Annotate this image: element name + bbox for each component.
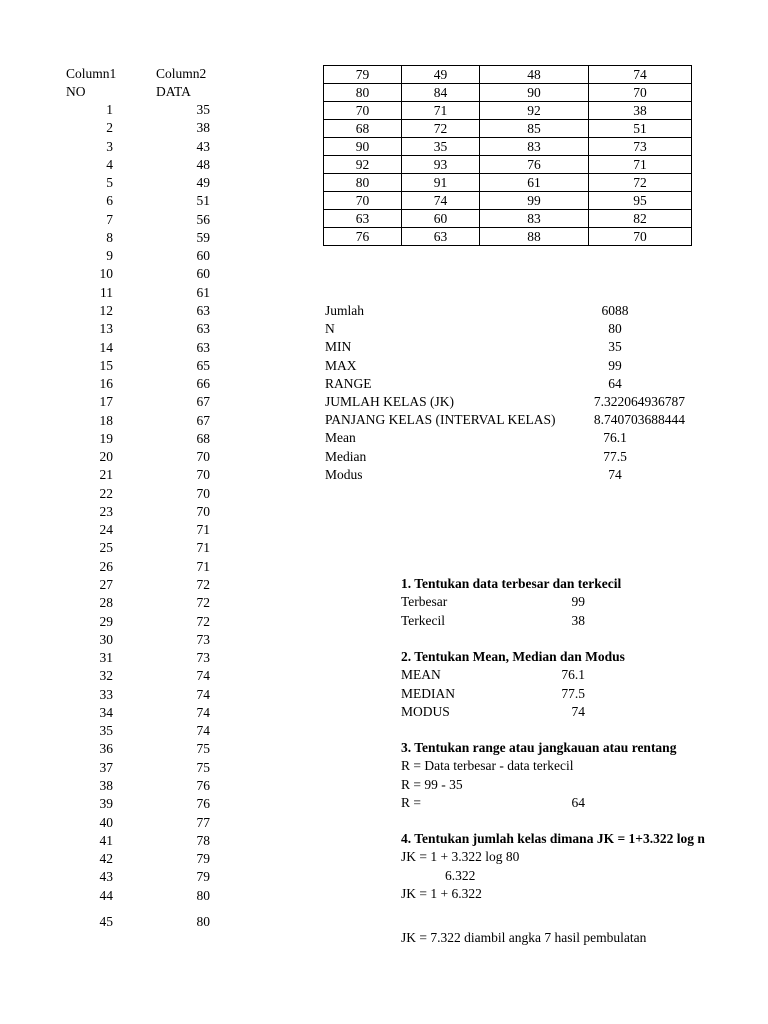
row-number: 35 bbox=[99, 723, 113, 739]
row-number: 43 bbox=[99, 869, 113, 885]
stat-row bbox=[325, 303, 685, 321]
row-value: 73 bbox=[196, 631, 210, 647]
modus-value: 74 bbox=[571, 703, 585, 719]
row-value: 79 bbox=[196, 869, 210, 885]
table-row bbox=[324, 192, 692, 210]
stat-row bbox=[325, 376, 685, 394]
question-2-title: 2. Tentukan Mean, Median dan Modus bbox=[401, 649, 625, 664]
row-value: 70 bbox=[196, 485, 210, 501]
row-number: 7 bbox=[106, 211, 113, 227]
stat-row bbox=[325, 412, 685, 430]
stat-value: 74 bbox=[608, 466, 622, 482]
list-item bbox=[0, 687, 240, 705]
row-value: 74 bbox=[196, 686, 210, 702]
stat-label: PANJANG KELAS (INTERVAL KELAS) bbox=[325, 412, 556, 428]
row-number: 33 bbox=[99, 686, 113, 702]
row-number: 12 bbox=[99, 302, 113, 318]
row-number: 6 bbox=[106, 193, 113, 209]
row-number: 45 bbox=[99, 913, 113, 929]
data-header: DATA bbox=[156, 84, 191, 99]
list-item bbox=[0, 888, 240, 906]
row-value: 70 bbox=[196, 503, 210, 519]
stat-row bbox=[325, 358, 685, 376]
row-value: 72 bbox=[196, 613, 210, 629]
row-value: 74 bbox=[196, 668, 210, 684]
list-item bbox=[0, 632, 240, 650]
row-number: 15 bbox=[99, 357, 113, 373]
question-1 bbox=[401, 576, 768, 631]
table-cell: 70 bbox=[324, 102, 402, 120]
row-value: 71 bbox=[196, 558, 210, 574]
range-substitution: R = 99 - 35 bbox=[401, 776, 463, 792]
list-item bbox=[0, 741, 240, 759]
row-number: 1 bbox=[106, 102, 113, 117]
list-item bbox=[0, 723, 240, 741]
stat-label: N bbox=[325, 321, 335, 337]
row-value: 75 bbox=[196, 741, 210, 757]
table-cell: 91 bbox=[402, 174, 480, 192]
list-item bbox=[0, 614, 240, 632]
stat-row bbox=[325, 339, 685, 357]
table-cell: 83 bbox=[480, 138, 589, 156]
table-cell: 80 bbox=[324, 174, 402, 192]
list-item bbox=[0, 193, 240, 211]
table-cell: 70 bbox=[324, 192, 402, 210]
table-cell: 72 bbox=[589, 174, 692, 192]
list-item bbox=[0, 358, 240, 376]
list-item bbox=[0, 376, 240, 394]
jk-sum: JK = 1 + 6.322 bbox=[401, 885, 482, 901]
table-cell: 99 bbox=[480, 192, 589, 210]
question-4-title: 4. Tentukan jumlah kelas dimana JK = 1+3.322 log n bbox=[401, 831, 705, 846]
row-value: 48 bbox=[196, 156, 210, 172]
list-item bbox=[0, 796, 240, 814]
row-value: 76 bbox=[196, 796, 210, 812]
table-row bbox=[324, 174, 692, 192]
row-value: 71 bbox=[196, 540, 210, 556]
table-cell: 60 bbox=[402, 210, 480, 228]
list-item bbox=[0, 559, 240, 577]
table-cell: 92 bbox=[480, 102, 589, 120]
row-number: 11 bbox=[100, 284, 113, 300]
row-value: 65 bbox=[196, 357, 210, 373]
row-number: 30 bbox=[99, 631, 113, 647]
row-number: 8 bbox=[106, 229, 113, 245]
row-number: 32 bbox=[99, 668, 113, 684]
data-grid bbox=[323, 65, 692, 246]
table-row bbox=[324, 102, 692, 120]
list-item bbox=[0, 413, 240, 431]
row-value: 38 bbox=[196, 120, 210, 136]
row-value: 72 bbox=[196, 577, 210, 593]
question-4 bbox=[401, 831, 768, 946]
jk-formula: JK = 1 + 3.322 log 80 bbox=[401, 849, 520, 865]
list-item bbox=[0, 815, 240, 833]
stat-value: 6088 bbox=[601, 303, 629, 318]
list-item bbox=[0, 504, 240, 522]
row-value: 67 bbox=[196, 412, 210, 428]
row-number: 42 bbox=[99, 851, 113, 867]
stat-label: MAX bbox=[325, 357, 357, 373]
row-number: 22 bbox=[99, 485, 113, 501]
row-value: 78 bbox=[196, 832, 210, 848]
row-number: 2 bbox=[106, 120, 113, 136]
row-number: 39 bbox=[99, 796, 113, 812]
row-number: 10 bbox=[99, 266, 113, 282]
row-value: 76 bbox=[196, 777, 210, 793]
stat-row bbox=[325, 430, 685, 448]
table-cell: 74 bbox=[402, 192, 480, 210]
table-row bbox=[324, 66, 692, 84]
list-item bbox=[0, 248, 240, 266]
stat-value: 35 bbox=[608, 339, 622, 355]
row-value: 60 bbox=[196, 266, 210, 282]
list-item bbox=[0, 668, 240, 686]
row-number: 19 bbox=[99, 430, 113, 446]
row-value: 71 bbox=[196, 522, 210, 538]
terbesar-value: 99 bbox=[571, 594, 585, 610]
stat-label: Median bbox=[325, 448, 367, 464]
list-item bbox=[0, 175, 240, 193]
no-header: NO bbox=[66, 84, 86, 99]
question-1-title: 1. Tentukan data terbesar dan terkecil bbox=[401, 576, 622, 591]
column1-header: Column1 bbox=[66, 66, 117, 81]
list-item bbox=[0, 212, 240, 230]
median-label: MEDIAN bbox=[401, 685, 455, 701]
stat-value: 64 bbox=[608, 375, 622, 391]
row-value: 61 bbox=[196, 284, 210, 300]
list-item bbox=[0, 650, 240, 668]
range-label: R = bbox=[401, 794, 421, 810]
row-value: 49 bbox=[196, 175, 210, 191]
table-cell: 70 bbox=[589, 84, 692, 102]
row-number: 29 bbox=[99, 613, 113, 629]
table-row bbox=[324, 156, 692, 174]
row-number: 13 bbox=[99, 321, 113, 337]
table-cell: 76 bbox=[324, 228, 402, 246]
terkecil-value: 38 bbox=[571, 612, 585, 628]
row-number: 4 bbox=[106, 156, 113, 172]
row-number: 24 bbox=[99, 522, 113, 538]
modus-label: MODUS bbox=[401, 703, 450, 719]
question-3-title: 3. Tentukan range atau jangkauan atau rentang bbox=[401, 740, 677, 755]
table-row bbox=[324, 84, 692, 102]
row-number: 21 bbox=[99, 467, 113, 483]
list-item bbox=[0, 139, 240, 157]
table-cell: 90 bbox=[324, 138, 402, 156]
table-cell: 71 bbox=[402, 102, 480, 120]
row-number: 3 bbox=[106, 138, 113, 154]
row-value: 73 bbox=[196, 650, 210, 666]
stat-row bbox=[325, 394, 685, 412]
row-value: 60 bbox=[196, 248, 210, 264]
list-item bbox=[0, 540, 240, 558]
row-value: 43 bbox=[196, 138, 210, 154]
table-cell: 82 bbox=[589, 210, 692, 228]
stat-label: Jumlah bbox=[325, 303, 364, 318]
mean-label: MEAN bbox=[401, 667, 441, 683]
row-number: 28 bbox=[99, 595, 113, 611]
row-value: 67 bbox=[196, 394, 210, 410]
list-item bbox=[0, 321, 240, 339]
table-cell: 76 bbox=[480, 156, 589, 174]
stat-value: 76.1 bbox=[603, 430, 627, 446]
list-item bbox=[0, 577, 240, 595]
stat-value: 77.5 bbox=[603, 448, 627, 464]
list-item bbox=[0, 778, 240, 796]
range-value: 64 bbox=[571, 794, 585, 810]
stat-label: RANGE bbox=[325, 375, 372, 391]
median-value: 77.5 bbox=[561, 685, 585, 701]
stat-value: 99 bbox=[608, 357, 622, 373]
jk-log-result: 6.322 bbox=[445, 867, 476, 883]
table-cell: 63 bbox=[402, 228, 480, 246]
stat-label: Modus bbox=[325, 466, 363, 482]
row-number: 31 bbox=[99, 650, 113, 666]
row-number: 44 bbox=[99, 887, 113, 903]
mean-value: 76.1 bbox=[561, 667, 585, 683]
table-cell: 85 bbox=[480, 120, 589, 138]
table-cell: 83 bbox=[480, 210, 589, 228]
list-item bbox=[0, 303, 240, 321]
stat-value: 7.322064936787 bbox=[593, 394, 685, 409]
table-cell: 68 bbox=[324, 120, 402, 138]
row-number: 36 bbox=[99, 741, 113, 757]
question-3 bbox=[401, 740, 768, 813]
stat-label: MIN bbox=[325, 339, 352, 355]
table-cell: 73 bbox=[589, 138, 692, 156]
stat-row bbox=[325, 449, 685, 467]
row-number: 34 bbox=[99, 704, 113, 720]
row-value: 56 bbox=[196, 211, 210, 227]
table-cell: 49 bbox=[402, 66, 480, 84]
list-item bbox=[0, 431, 240, 449]
table-cell: 88 bbox=[480, 228, 589, 246]
row-value: 70 bbox=[196, 449, 210, 465]
list-item bbox=[0, 449, 240, 467]
column2-header: Column2 bbox=[156, 66, 207, 81]
table-cell: 79 bbox=[324, 66, 402, 84]
row-number: 16 bbox=[99, 376, 113, 392]
jk-conclusion: JK = 7.322 diambil angka 7 hasil pembulatan bbox=[401, 930, 647, 946]
table-cell: 84 bbox=[402, 84, 480, 102]
range-formula: R = Data terbesar - data terkecil bbox=[401, 758, 574, 774]
row-value: 74 bbox=[196, 704, 210, 720]
list-item bbox=[0, 467, 240, 485]
list-item bbox=[0, 705, 240, 723]
table-cell: 95 bbox=[589, 192, 692, 210]
list-item bbox=[0, 230, 240, 248]
row-number: 40 bbox=[99, 814, 113, 830]
terbesar-label: Terbesar bbox=[401, 594, 448, 610]
table-cell: 38 bbox=[589, 102, 692, 120]
list-item bbox=[0, 486, 240, 504]
list-item bbox=[0, 522, 240, 540]
stat-row bbox=[325, 321, 685, 339]
list-item bbox=[0, 760, 240, 778]
row-number: 23 bbox=[99, 503, 113, 519]
row-number: 27 bbox=[99, 577, 113, 593]
list-item bbox=[0, 157, 240, 175]
row-number: 37 bbox=[99, 759, 113, 775]
row-value: 77 bbox=[196, 814, 210, 830]
row-value: 70 bbox=[196, 467, 210, 483]
stat-value: 80 bbox=[608, 321, 622, 337]
list-item bbox=[0, 340, 240, 358]
stat-row bbox=[325, 467, 685, 485]
table-cell: 90 bbox=[480, 84, 589, 102]
stat-value: 8.740703688444 bbox=[593, 412, 685, 428]
table-cell: 63 bbox=[324, 210, 402, 228]
row-number: 20 bbox=[99, 449, 113, 465]
row-value: 74 bbox=[196, 723, 210, 739]
row-value: 66 bbox=[196, 376, 210, 392]
row-number: 41 bbox=[99, 832, 113, 848]
list-item bbox=[0, 869, 240, 887]
row-number: 17 bbox=[99, 394, 113, 410]
row-number: 9 bbox=[106, 248, 113, 264]
row-number: 14 bbox=[99, 339, 113, 355]
terkecil-label: Terkecil bbox=[401, 612, 446, 628]
row-value: 63 bbox=[196, 339, 210, 355]
list-item bbox=[0, 102, 240, 120]
stat-label: JUMLAH KELAS (JK) bbox=[325, 394, 454, 409]
table-cell: 72 bbox=[402, 120, 480, 138]
row-value: 63 bbox=[196, 302, 210, 318]
row-value: 51 bbox=[196, 193, 210, 209]
table-row bbox=[324, 210, 692, 228]
row-number: 26 bbox=[99, 558, 113, 574]
table-cell: 93 bbox=[402, 156, 480, 174]
row-number: 5 bbox=[106, 175, 113, 191]
table-row bbox=[324, 138, 692, 156]
table-cell: 61 bbox=[480, 174, 589, 192]
table-cell: 80 bbox=[324, 84, 402, 102]
table-row bbox=[324, 120, 692, 138]
table-cell: 51 bbox=[589, 120, 692, 138]
list-item bbox=[0, 595, 240, 613]
table-cell: 70 bbox=[589, 228, 692, 246]
list-item bbox=[0, 851, 240, 869]
row-value: 59 bbox=[196, 229, 210, 245]
row-value: 72 bbox=[196, 595, 210, 611]
row-value: 63 bbox=[196, 321, 210, 337]
table-cell: 48 bbox=[480, 66, 589, 84]
table-row bbox=[324, 228, 692, 246]
list-item bbox=[0, 120, 240, 138]
table-cell: 74 bbox=[589, 66, 692, 84]
row-value: 75 bbox=[196, 759, 210, 775]
row-value: 80 bbox=[196, 913, 210, 929]
table-cell: 92 bbox=[324, 156, 402, 174]
row-number: 18 bbox=[99, 412, 113, 428]
list-item bbox=[0, 266, 240, 284]
stat-label: Mean bbox=[325, 430, 356, 446]
list-item bbox=[0, 394, 240, 412]
row-value: 35 bbox=[196, 102, 210, 117]
row-number: 25 bbox=[99, 540, 113, 556]
row-value: 79 bbox=[196, 851, 210, 867]
list-item bbox=[0, 833, 240, 851]
table-cell: 35 bbox=[402, 138, 480, 156]
row-value: 68 bbox=[196, 430, 210, 446]
question-2 bbox=[401, 649, 768, 722]
list-item bbox=[0, 914, 240, 932]
list-item bbox=[0, 285, 240, 303]
row-number: 38 bbox=[99, 777, 113, 793]
row-value: 80 bbox=[196, 887, 210, 903]
table-cell: 71 bbox=[589, 156, 692, 174]
